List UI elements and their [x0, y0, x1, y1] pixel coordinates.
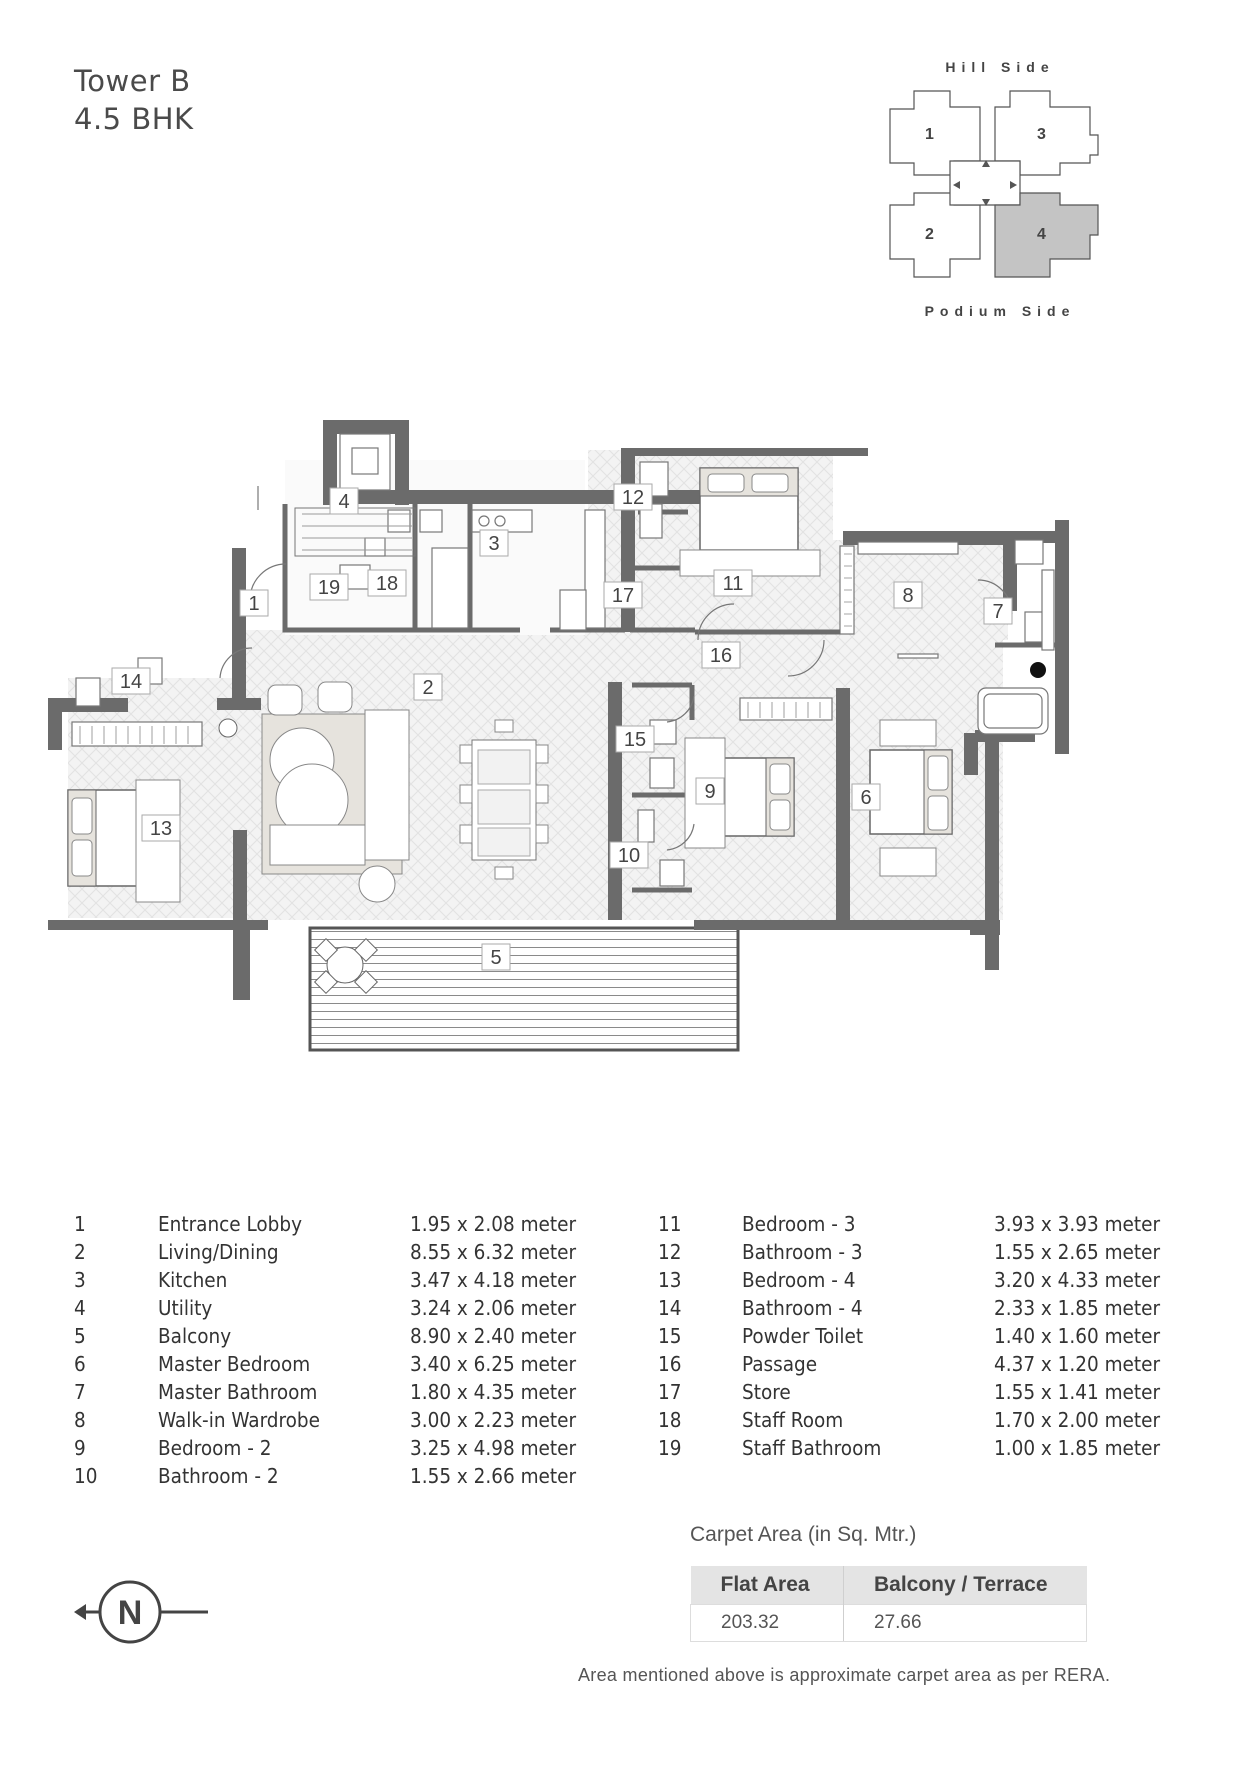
room-number: 6	[74, 1352, 86, 1376]
shower-drain-icon	[1030, 662, 1046, 678]
key-unit-label-1: 1	[925, 126, 934, 143]
room-size: 8.90 x 2.40 meter	[410, 1324, 577, 1348]
carpet-area-caption: Carpet Area (in Sq. Mtr.)	[690, 1523, 917, 1546]
key-unit-label-3: 3	[1037, 126, 1046, 143]
room-size: 1.95 x 2.08 meter	[410, 1212, 577, 1236]
legend-row	[658, 1296, 1160, 1324]
legend-row	[658, 1212, 1160, 1240]
room-name: Bedroom - 2	[158, 1436, 272, 1460]
legend-row	[74, 1408, 576, 1436]
plan-label-16: 16	[709, 645, 733, 667]
plan-label-3: 3	[488, 533, 500, 555]
balcony-area-value: 27.66	[844, 1605, 1087, 1642]
legend-row	[74, 1268, 576, 1296]
plan-label-18: 18	[375, 573, 399, 595]
room-size: 1.00 x 1.85 meter	[994, 1436, 1161, 1460]
plan-label-12: 12	[621, 487, 645, 509]
carpet-header-row	[691, 1566, 1087, 1605]
legend-row	[658, 1324, 1160, 1352]
legend-row	[658, 1408, 1160, 1436]
legend-row	[74, 1212, 576, 1240]
room-number: 8	[74, 1408, 86, 1432]
room-name: Walk-in Wardrobe	[158, 1408, 320, 1432]
room-size: 2.33 x 1.85 meter	[994, 1296, 1161, 1320]
flat-area-value: 203.32	[691, 1605, 844, 1642]
room-number: 15	[658, 1324, 682, 1348]
room-size: 3.00 x 2.23 meter	[410, 1408, 577, 1432]
room-size: 1.70 x 2.00 meter	[994, 1408, 1161, 1432]
plan-label-7: 7	[992, 601, 1004, 623]
plan-label-11: 11	[722, 573, 744, 595]
room-size: 3.93 x 3.93 meter	[994, 1212, 1161, 1236]
plan-label-10: 10	[617, 845, 641, 867]
plan-label-17: 17	[611, 585, 635, 607]
room-legend-right	[658, 1212, 1160, 1464]
legend-row	[74, 1352, 576, 1380]
legend-row	[74, 1464, 576, 1492]
room-size: 1.55 x 2.66 meter	[410, 1464, 577, 1488]
plan-label-8: 8	[902, 585, 914, 607]
room-name: Bathroom - 3	[742, 1240, 863, 1264]
legend-row	[74, 1240, 576, 1268]
room-number: 11	[658, 1212, 682, 1236]
legend-row	[74, 1380, 576, 1408]
key-unit-label-4: 4	[1037, 226, 1046, 243]
room-name: Utility	[158, 1296, 213, 1320]
room-name: Bedroom - 4	[742, 1268, 856, 1292]
plan-label-15: 15	[623, 729, 647, 751]
room-size: 8.55 x 6.32 meter	[410, 1240, 577, 1264]
room-name: Master Bathroom	[158, 1380, 318, 1404]
balcony-terrace-header: Balcony / Terrace	[844, 1566, 1087, 1605]
north-arrow-icon	[72, 1572, 222, 1652]
room-size: 1.80 x 4.35 meter	[410, 1380, 577, 1404]
room-name: Bedroom - 3	[742, 1212, 856, 1236]
room-number: 12	[658, 1240, 682, 1264]
key-plan	[850, 55, 1150, 335]
plan-label-14: 14	[119, 671, 143, 693]
room-legend-left	[74, 1212, 576, 1492]
key-plan-bottom-label: Podium Side	[924, 303, 1076, 319]
legend-row	[658, 1240, 1160, 1268]
legend-row	[74, 1324, 576, 1352]
room-name: Store	[742, 1380, 791, 1404]
room-name: Staff Bathroom	[742, 1436, 882, 1460]
plan-label-13: 13	[149, 818, 173, 840]
floor-plan	[40, 420, 1200, 1140]
carpet-area-table	[690, 1566, 1087, 1642]
legend-row	[74, 1436, 576, 1464]
plan-label-6: 6	[860, 787, 872, 809]
key-unit-label-2: 2	[925, 226, 934, 243]
room-number: 4	[74, 1296, 86, 1320]
room-size: 3.24 x 2.06 meter	[410, 1296, 577, 1320]
legend-row	[658, 1380, 1160, 1408]
room-name: Powder Toilet	[742, 1324, 864, 1348]
room-name: Entrance Lobby	[158, 1212, 303, 1236]
tower-title: Tower B	[74, 64, 191, 98]
carpet-value-row	[691, 1605, 1087, 1642]
room-size: 3.25 x 4.98 meter	[410, 1436, 577, 1460]
room-number: 19	[658, 1436, 682, 1460]
compass-north-letter: N	[117, 1594, 143, 1632]
key-unit-4-highlight	[995, 193, 1098, 277]
room-size: 4.37 x 1.20 meter	[994, 1352, 1161, 1376]
flat-area-header: Flat Area	[691, 1566, 844, 1605]
room-size: 1.55 x 1.41 meter	[994, 1380, 1161, 1404]
plan-label-5: 5	[490, 947, 502, 969]
legend-row	[658, 1352, 1160, 1380]
room-name: Bathroom - 4	[742, 1296, 863, 1320]
legend-row	[658, 1436, 1160, 1464]
room-number: 16	[658, 1352, 682, 1376]
room-size: 3.40 x 6.25 meter	[410, 1352, 577, 1376]
room-name: Passage	[742, 1352, 818, 1376]
plan-label-2: 2	[422, 677, 434, 699]
room-number: 9	[74, 1436, 86, 1460]
room-size: 3.47 x 4.18 meter	[410, 1268, 577, 1292]
key-unit-core	[950, 161, 1020, 205]
room-name: Bathroom - 2	[158, 1464, 279, 1488]
plan-label-4: 4	[338, 491, 350, 513]
room-number: 17	[658, 1380, 682, 1404]
room-number: 7	[74, 1380, 86, 1404]
key-plan-top-label: Hill Side	[945, 59, 1055, 75]
room-name: Kitchen	[158, 1268, 228, 1292]
room-number: 10	[74, 1464, 98, 1488]
plan-label-9: 9	[704, 781, 716, 803]
unit-config-title: 4.5 BHK	[74, 102, 194, 136]
floor-areas	[68, 450, 1008, 920]
room-number: 13	[658, 1268, 682, 1292]
room-number: 18	[658, 1408, 682, 1432]
plan-label-19: 19	[317, 577, 341, 599]
plan-label-1: 1	[248, 593, 260, 615]
rera-footnote: Area mentioned above is approximate carpet area as per RERA.	[578, 1665, 1111, 1685]
room-number: 2	[74, 1240, 86, 1264]
room-name: Staff Room	[742, 1408, 844, 1432]
legend-row	[658, 1268, 1160, 1296]
room-size: 1.55 x 2.65 meter	[994, 1240, 1161, 1264]
room-name: Living/Dining	[158, 1240, 279, 1264]
dining-table	[460, 720, 548, 879]
room-name: Master Bedroom	[158, 1352, 311, 1376]
room-size: 1.40 x 1.60 meter	[994, 1324, 1161, 1348]
room-name: Balcony	[158, 1324, 232, 1348]
room-size: 3.20 x 4.33 meter	[994, 1268, 1161, 1292]
room-number: 3	[74, 1268, 86, 1292]
room-number: 1	[74, 1212, 86, 1236]
room-number: 14	[658, 1296, 682, 1320]
room-number: 5	[74, 1324, 86, 1348]
legend-row	[74, 1296, 576, 1324]
